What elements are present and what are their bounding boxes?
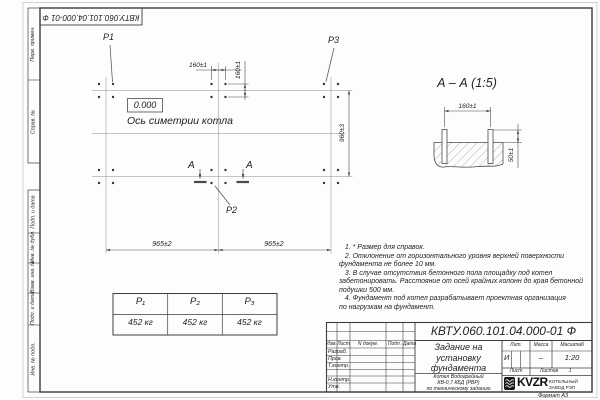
zero-level-mark: 0.000 [133, 99, 157, 110]
dim-160-horizontal: 160±1 [188, 62, 207, 69]
row-prov: Пров. [328, 356, 342, 362]
point-label-p1: P1 [103, 32, 115, 42]
doc-title-line1: Задание на [434, 342, 483, 352]
row-tkontr: Т.контр. [328, 363, 350, 369]
boiler-symmetry-axis-label: Ось симетрии котла [127, 115, 234, 127]
section-cut-marks [194, 169, 249, 182]
strip-label-inv-dubl: Инв. № дубл. [30, 230, 36, 263]
product-line1: Котел Водогрейный [433, 373, 484, 380]
lit-label: Лит. [510, 342, 522, 348]
dim-160-section: 160±1 [458, 102, 477, 110]
load-value-p2: 452 кг [182, 317, 208, 327]
sheets-label: Листов [539, 368, 559, 374]
kvzr-logo-text: KVZR [517, 375, 548, 389]
load-table-header-p3: P₃ [244, 296, 255, 307]
product-line3: по техническому заданию [426, 385, 491, 392]
load-value-p3: 452 кг [237, 317, 262, 327]
mass-label: Масса [533, 342, 549, 348]
anchor-bolt-right [488, 130, 493, 164]
col-podp: Подп. [387, 340, 402, 347]
note-line: забетонировать. Расстояние от осей крайних колонн до края бетонной [339, 278, 584, 285]
col-data: Дата [403, 340, 417, 347]
point-label-p3: P3 [328, 35, 340, 45]
note-line: 3. В случае отсутствия бетонного пола площадку под котел [339, 269, 553, 277]
dim-160-vertical: 160±1 [235, 60, 242, 80]
note-line: по нагрузкам на фундамент. [339, 303, 435, 311]
title-block-designation: КВТУ.060.101.04.000-01 Ф [430, 324, 577, 338]
plan-view [92, 45, 353, 254]
section-view-title: А – А (1:5) [437, 76, 497, 90]
lit-value: И [503, 353, 510, 362]
row-utv: Утв. [328, 383, 341, 390]
load-value-p1: 452 кг [128, 317, 153, 327]
company-line1: КОТЕЛЬНЫЙ [549, 378, 578, 384]
strip-label-podp-data-1: Подп. и дата [30, 194, 36, 229]
col-ndokum: N докум. [357, 340, 379, 347]
dim-50-section: 50±1 [508, 147, 515, 163]
mass-value: – [538, 353, 544, 362]
note-line: фундамента не более 10 мм. [339, 261, 437, 268]
section-letter-right: A [246, 160, 253, 171]
note-line: подушки 500 мм. [339, 286, 395, 294]
strip-label-vzam-inv: Взам. инв. № [30, 260, 36, 293]
note-line: 2. Отклонение от горизонтального уровня верхней поверхности [339, 252, 565, 260]
kvzr-logo-icon [504, 377, 515, 390]
doc-title-line3: фундамента [430, 363, 487, 373]
strip-label-podp-data-2: Подп. и дата [30, 291, 36, 325]
load-table-header-p2: P₂ [190, 296, 200, 307]
section-letter-left: A [188, 160, 195, 171]
scale-label: Масштаб [560, 342, 584, 348]
scale-value: 1:20 [564, 353, 580, 362]
dim-965-right: 965±2 [264, 240, 284, 248]
row-nkontr: Н.контр. [328, 376, 351, 383]
strip-label-inv-podl: Инв. № подл. [30, 342, 36, 375]
sheet-label: Лист [509, 368, 523, 374]
dim-960: 960±3 [339, 123, 346, 143]
format-note: Формат А3 [538, 393, 569, 399]
product-line2: КВ-0,7 КБД (РВР) [437, 379, 480, 386]
doc-title-line2: установку [436, 352, 481, 363]
point-label-p2: P2 [226, 205, 238, 215]
anchor-bolt-left [442, 130, 447, 164]
note-line: 4. Фундамент под котел разрабатывает проектная организация [339, 295, 566, 302]
company-line2: ЗАВОД РЭП [549, 384, 576, 390]
strip-label-perv-primen: Перв. примен. [30, 26, 36, 62]
sheets-value: 1 [568, 368, 572, 374]
dim-965-left: 965±2 [152, 240, 172, 248]
designation-stamp-rotated: КВТУ.060.101.04.000-01 Ф [42, 12, 140, 22]
col-izm: Изм. [326, 340, 337, 347]
col-list: Лист [337, 340, 350, 347]
note-line: 1. * Размер для справок. [339, 244, 425, 251]
load-table-header-p1: P₁ [135, 296, 146, 307]
strip-label-sprav-n: Справ. № [30, 109, 36, 134]
row-razrab: Разраб. [328, 349, 348, 355]
